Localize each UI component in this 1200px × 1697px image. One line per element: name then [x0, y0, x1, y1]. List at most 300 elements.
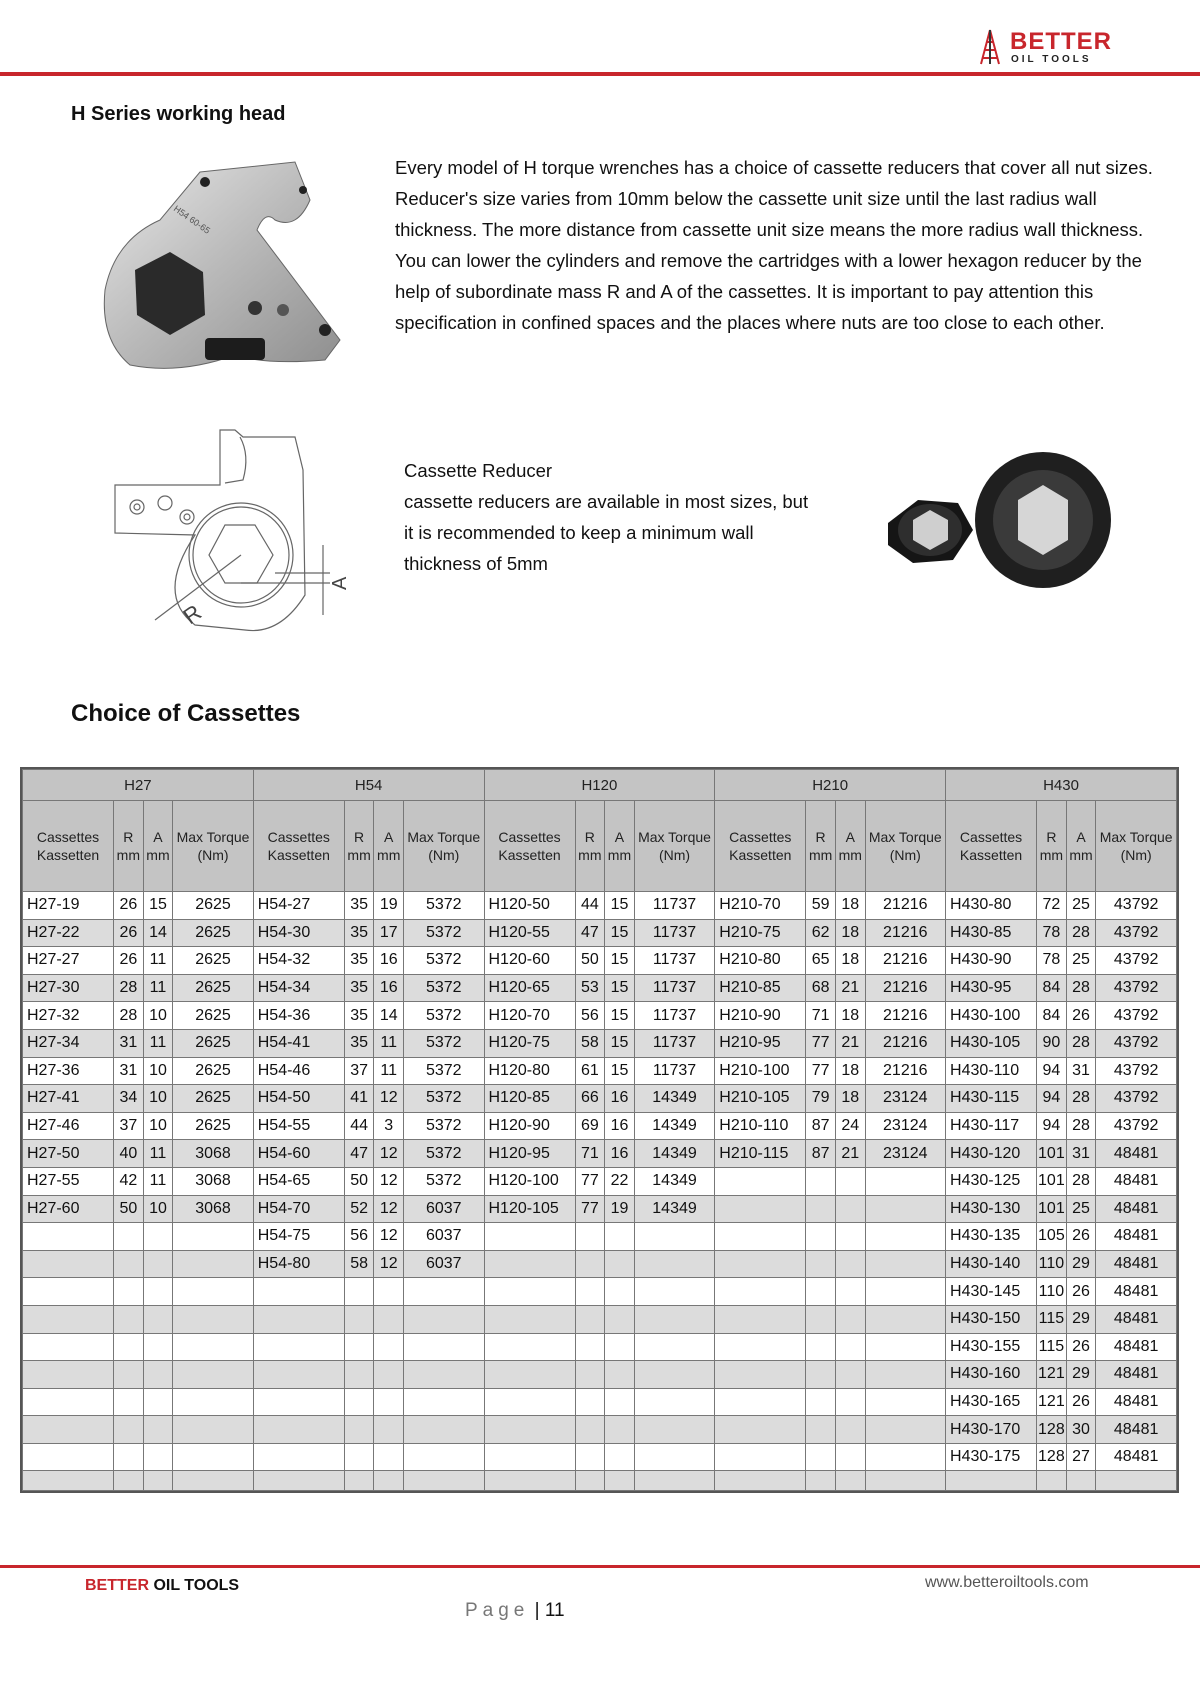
- table-cell: [173, 1361, 253, 1389]
- table-cell: 35: [344, 919, 374, 947]
- table-cell: 101: [1037, 1195, 1067, 1223]
- table-cell: [374, 1361, 404, 1389]
- table-cell: H210-75: [715, 919, 806, 947]
- table-cell: [114, 1361, 144, 1389]
- logo-text-sub: OIL TOOLS: [1011, 54, 1092, 65]
- table-cell: 2625: [173, 1057, 253, 1085]
- table-cell: 18: [835, 947, 865, 975]
- table-cell: [865, 1388, 945, 1416]
- table-cell: [484, 1223, 575, 1251]
- table-cell: 47: [344, 1140, 374, 1168]
- table-cell: [634, 1443, 714, 1471]
- table-cell: 2625: [173, 974, 253, 1002]
- table-cell: [806, 1333, 836, 1361]
- table-cell: [865, 1223, 945, 1251]
- table-row: [23, 1416, 1177, 1444]
- table-cell: 15: [605, 947, 635, 975]
- table-cell-empty: [173, 1471, 253, 1491]
- table-cell: H27-55: [23, 1167, 114, 1195]
- table-cell: [173, 1305, 253, 1333]
- table-cell: [374, 1443, 404, 1471]
- table-cell: 37: [344, 1057, 374, 1085]
- table-cell: [806, 1305, 836, 1333]
- table-cell: [23, 1416, 114, 1444]
- table-cell: 43792: [1096, 1112, 1177, 1140]
- table-cell: H54-34: [253, 974, 344, 1002]
- table-cell: 29: [1066, 1250, 1096, 1278]
- group-header: H120: [484, 770, 715, 801]
- table-cell: H430-160: [946, 1361, 1037, 1389]
- table-cell: 5372: [404, 892, 484, 920]
- table-row: [23, 1140, 1177, 1168]
- column-header-row: [23, 801, 1177, 892]
- table-cell: 11737: [634, 892, 714, 920]
- table-cell: H430-130: [946, 1195, 1037, 1223]
- table-cell: 11737: [634, 919, 714, 947]
- table-cell: [143, 1250, 173, 1278]
- table-cell: H430-110: [946, 1057, 1037, 1085]
- table-cell: 21216: [865, 1057, 945, 1085]
- table-cell: H430-105: [946, 1029, 1037, 1057]
- table-cell: H27-36: [23, 1057, 114, 1085]
- table-cell: [143, 1223, 173, 1251]
- column-header-r: R mm: [575, 801, 605, 892]
- table-cell: [605, 1388, 635, 1416]
- table-cell: [605, 1333, 635, 1361]
- table-cell: 10: [143, 1085, 173, 1113]
- table-cell: H27-27: [23, 947, 114, 975]
- table-cell-empty: [806, 1471, 836, 1491]
- column-header-r: R mm: [344, 801, 374, 892]
- table-cell: 43792: [1096, 892, 1177, 920]
- table-cell: 26: [114, 892, 144, 920]
- table-cell-empty: [1096, 1471, 1177, 1491]
- table-cell: 121: [1037, 1361, 1067, 1389]
- table-cell: 56: [575, 1002, 605, 1030]
- table-cell: [23, 1278, 114, 1306]
- table-cell: H430-175: [946, 1443, 1037, 1471]
- table-cell: 115: [1037, 1333, 1067, 1361]
- column-header-a: A mm: [835, 801, 865, 892]
- column-header-cassettes: Cassettes Kassetten: [253, 801, 344, 892]
- table-cell: [344, 1278, 374, 1306]
- table-cell: 15: [605, 1002, 635, 1030]
- table-cell: 18: [835, 892, 865, 920]
- table-cell: [865, 1361, 945, 1389]
- table-cell: [605, 1416, 635, 1444]
- table-cell: [173, 1416, 253, 1444]
- table-cell: 43792: [1096, 974, 1177, 1002]
- column-header-torque: Max Torque (Nm): [404, 801, 484, 892]
- table-cell: 26: [114, 947, 144, 975]
- cassette-reducer-image: [868, 445, 1138, 595]
- table-cell: H210-95: [715, 1029, 806, 1057]
- table-cell: 18: [835, 1002, 865, 1030]
- table-cell: H430-90: [946, 947, 1037, 975]
- table-cell: 48481: [1096, 1333, 1177, 1361]
- table-cell: 48481: [1096, 1140, 1177, 1168]
- table-cell: 50: [344, 1167, 374, 1195]
- table-cell: [806, 1195, 836, 1223]
- reducer-line-2: it is recommended to keep a minimum wall: [404, 522, 754, 543]
- table-cell: [865, 1250, 945, 1278]
- table-cell: H27-34: [23, 1029, 114, 1057]
- table-cell: [806, 1361, 836, 1389]
- table-cell: 52: [344, 1195, 374, 1223]
- table-cell: [634, 1305, 714, 1333]
- table-cell: 31: [1066, 1140, 1096, 1168]
- table-cell: [114, 1305, 144, 1333]
- table-cell: [715, 1333, 806, 1361]
- table-cell: [484, 1416, 575, 1444]
- table-cell: 12: [374, 1167, 404, 1195]
- table-cell: H210-115: [715, 1140, 806, 1168]
- footer-divider: [0, 1565, 1200, 1568]
- table-cell: [806, 1223, 836, 1251]
- table-cell: 5372: [404, 1140, 484, 1168]
- table-cell: 19: [605, 1195, 635, 1223]
- table-cell: [114, 1250, 144, 1278]
- table-cell: 2625: [173, 919, 253, 947]
- diagram-label-a: A: [329, 576, 351, 590]
- table-cell: H430-100: [946, 1002, 1037, 1030]
- table-cell: 43792: [1096, 1002, 1177, 1030]
- table-cell: 16: [605, 1085, 635, 1113]
- table-cell: 61: [575, 1057, 605, 1085]
- table-cell: H54-32: [253, 947, 344, 975]
- cassettes-grid: [22, 769, 1177, 1491]
- table-cell: 5372: [404, 1002, 484, 1030]
- table-cell: H120-65: [484, 974, 575, 1002]
- table-row: [23, 1388, 1177, 1416]
- table-cell: 110: [1037, 1278, 1067, 1306]
- table-cell: 14349: [634, 1167, 714, 1195]
- table-cell: [404, 1305, 484, 1333]
- table-cell: 50: [114, 1195, 144, 1223]
- table-cell: 101: [1037, 1140, 1067, 1168]
- table-cell: 94: [1037, 1085, 1067, 1113]
- table-cell: 11737: [634, 1002, 714, 1030]
- table-cell: 5372: [404, 1029, 484, 1057]
- table-cell: 48481: [1096, 1416, 1177, 1444]
- group-header: H210: [715, 770, 946, 801]
- table-cell: 28: [1066, 974, 1096, 1002]
- table-cell: 11: [374, 1029, 404, 1057]
- table-cell: [715, 1388, 806, 1416]
- table-cell: [173, 1250, 253, 1278]
- wrench-head-image: [85, 160, 375, 400]
- table-cell: H54-50: [253, 1085, 344, 1113]
- table-cell: [404, 1388, 484, 1416]
- table-cell: 28: [1066, 919, 1096, 947]
- table-cell: [806, 1167, 836, 1195]
- table-cell: 15: [605, 892, 635, 920]
- column-header-a: A mm: [143, 801, 173, 892]
- table-cell: [865, 1278, 945, 1306]
- table-cell: [253, 1416, 344, 1444]
- column-header-a: A mm: [605, 801, 635, 892]
- table-cell: [835, 1361, 865, 1389]
- table-cell: 43792: [1096, 1029, 1177, 1057]
- table-cell: [634, 1416, 714, 1444]
- table-cell: 16: [605, 1112, 635, 1140]
- table-cell: [634, 1250, 714, 1278]
- table-cell: 12: [374, 1140, 404, 1168]
- table-cell: 2625: [173, 947, 253, 975]
- table-cell: H210-100: [715, 1057, 806, 1085]
- table-cell: 78: [1037, 919, 1067, 947]
- table-cell: 56: [344, 1223, 374, 1251]
- table-cell: H54-75: [253, 1223, 344, 1251]
- table-cell-empty: [1066, 1471, 1096, 1491]
- table-cell: 62: [806, 919, 836, 947]
- table-cell: 11: [143, 1167, 173, 1195]
- table-cell: [143, 1416, 173, 1444]
- table-cell: [23, 1250, 114, 1278]
- table-row: [23, 1250, 1177, 1278]
- table-cell: 26: [1066, 1333, 1096, 1361]
- table-cell: [634, 1278, 714, 1306]
- table-row: [23, 892, 1177, 920]
- table-cell: H120-50: [484, 892, 575, 920]
- table-cell: 28: [114, 974, 144, 1002]
- table-cell: H120-85: [484, 1085, 575, 1113]
- table-cell: [484, 1250, 575, 1278]
- table-cell: 16: [374, 974, 404, 1002]
- table-row: [23, 1057, 1177, 1085]
- table-cell: [253, 1443, 344, 1471]
- table-cell: [865, 1195, 945, 1223]
- table-cell: H430-150: [946, 1305, 1037, 1333]
- table-cell: [575, 1416, 605, 1444]
- table-cell: H430-125: [946, 1167, 1037, 1195]
- table-cell: H210-110: [715, 1112, 806, 1140]
- table-cell: 42: [114, 1167, 144, 1195]
- table-cell: 25: [1066, 892, 1096, 920]
- table-cell: [806, 1278, 836, 1306]
- table-cell: [835, 1167, 865, 1195]
- table-cell: 22: [605, 1167, 635, 1195]
- table-cell: [114, 1443, 144, 1471]
- table-cell: 5372: [404, 919, 484, 947]
- table-cell: [835, 1195, 865, 1223]
- table-cell: [344, 1333, 374, 1361]
- table-cell: H54-60: [253, 1140, 344, 1168]
- table-cell: H54-41: [253, 1029, 344, 1057]
- table-cell: 5372: [404, 1057, 484, 1085]
- table-cell: 48481: [1096, 1250, 1177, 1278]
- reducer-line-1: cassette reducers are available in most sizes, but: [404, 491, 809, 512]
- table-cell: 28: [1066, 1112, 1096, 1140]
- table-cell: 66: [575, 1085, 605, 1113]
- table-cell: 115: [1037, 1305, 1067, 1333]
- table-cell: [344, 1305, 374, 1333]
- table-cell: [143, 1278, 173, 1306]
- table-cell: 84: [1037, 1002, 1067, 1030]
- table-cell: [143, 1443, 173, 1471]
- table-cell: H430-140: [946, 1250, 1037, 1278]
- table-row: [23, 1167, 1177, 1195]
- table-cell-empty: [253, 1471, 344, 1491]
- column-header-a: A mm: [374, 801, 404, 892]
- table-cell: 6037: [404, 1195, 484, 1223]
- table-cell: 10: [143, 1112, 173, 1140]
- table-cell: 35: [344, 1029, 374, 1057]
- group-header: H54: [253, 770, 484, 801]
- table-cell: 26: [1066, 1002, 1096, 1030]
- table-cell: [575, 1305, 605, 1333]
- table-cell: 26: [114, 919, 144, 947]
- table-cell: [143, 1333, 173, 1361]
- table-cell: [484, 1443, 575, 1471]
- table-cell: [865, 1416, 945, 1444]
- table-cell: [715, 1223, 806, 1251]
- table-cell: 11737: [634, 947, 714, 975]
- table-cell: 14349: [634, 1112, 714, 1140]
- table-cell: H210-105: [715, 1085, 806, 1113]
- table-cell: 12: [374, 1223, 404, 1251]
- table-cell: H430-170: [946, 1416, 1037, 1444]
- table-cell: [23, 1305, 114, 1333]
- table-cell: [143, 1388, 173, 1416]
- table-cell: H210-70: [715, 892, 806, 920]
- table-cell: 29: [1066, 1305, 1096, 1333]
- column-header-torque: Max Torque (Nm): [173, 801, 253, 892]
- table-cell: 44: [344, 1112, 374, 1140]
- table-cell: [114, 1278, 144, 1306]
- table-cell: 28: [1066, 1085, 1096, 1113]
- company-logo: [975, 28, 1115, 68]
- table-cell: [715, 1278, 806, 1306]
- table-title: Choice of Cassettes: [71, 700, 301, 727]
- table-cell: [23, 1333, 114, 1361]
- table-cell: 35: [344, 974, 374, 1002]
- table-cell: [404, 1333, 484, 1361]
- table-cell: 25: [1066, 947, 1096, 975]
- table-cell: 26: [1066, 1278, 1096, 1306]
- table-cell: 21216: [865, 1002, 945, 1030]
- column-header-torque: Max Torque (Nm): [865, 801, 945, 892]
- table-cell: [484, 1388, 575, 1416]
- table-cell: 30: [1066, 1416, 1096, 1444]
- table-cell: 35: [344, 1002, 374, 1030]
- table-cell: 11737: [634, 974, 714, 1002]
- table-row: [23, 947, 1177, 975]
- table-cell: 101: [1037, 1167, 1067, 1195]
- table-cell: 11: [143, 974, 173, 1002]
- table-cell: H210-90: [715, 1002, 806, 1030]
- table-cell: 12: [374, 1085, 404, 1113]
- table-cell: 48481: [1096, 1388, 1177, 1416]
- table-cell: 53: [575, 974, 605, 1002]
- column-header-torque: Max Torque (Nm): [1096, 801, 1177, 892]
- paragraph-text: Every model of H torque wrenches has a choice of cassette reducers that cover all nut sizes. Reducer's size varies from 10mm below the cassette unit size until the last radius wall thickness. The more distance from cassette unit size means the more radius wall thickness. You can lower the cylinders and remove the cartridges with a lower hexagon reducer by the help of subordinate mass R and A of the cassettes. It is important to pay attention this specification in confined spaces and the places where nuts are too close to each other.: [395, 157, 1153, 333]
- table-cell: 43792: [1096, 1085, 1177, 1113]
- table-cell: [715, 1443, 806, 1471]
- table-cell: [634, 1223, 714, 1251]
- table-cell: [835, 1223, 865, 1251]
- table-cell: H210-80: [715, 947, 806, 975]
- table-cell: 31: [114, 1029, 144, 1057]
- table-cell: H54-36: [253, 1002, 344, 1030]
- table-cell: 5372: [404, 974, 484, 1002]
- table-cell: [835, 1278, 865, 1306]
- table-cell: 77: [575, 1167, 605, 1195]
- table-cell: [715, 1250, 806, 1278]
- diagram-label-r: R: [178, 599, 206, 630]
- table-cell: H120-105: [484, 1195, 575, 1223]
- table-cell: 21216: [865, 1029, 945, 1057]
- table-cell: 105: [1037, 1223, 1067, 1251]
- table-cell: 26: [1066, 1223, 1096, 1251]
- table-cell: H120-90: [484, 1112, 575, 1140]
- table-cell: H430-135: [946, 1223, 1037, 1251]
- column-header-r: R mm: [114, 801, 144, 892]
- table-cell: 5372: [404, 1112, 484, 1140]
- table-cell: H120-60: [484, 947, 575, 975]
- table-cell: [484, 1278, 575, 1306]
- table-row: [23, 1195, 1177, 1223]
- description-paragraph: [395, 152, 1155, 338]
- table-cell: 2625: [173, 1029, 253, 1057]
- table-row: [23, 1002, 1177, 1030]
- table-cell: 65: [806, 947, 836, 975]
- column-header-cassettes: Cassettes Kassetten: [715, 801, 806, 892]
- page-label: Page: [465, 1600, 530, 1621]
- table-cell-empty: [605, 1471, 635, 1491]
- table-cell: 43792: [1096, 1057, 1177, 1085]
- table-cell: [253, 1278, 344, 1306]
- table-cell: 12: [374, 1195, 404, 1223]
- table-cell: [865, 1167, 945, 1195]
- table-cell: 31: [1066, 1057, 1096, 1085]
- footer-url: www.betteroiltools.com: [925, 1574, 1089, 1591]
- table-cell: [404, 1443, 484, 1471]
- table-cell: H430-115: [946, 1085, 1037, 1113]
- table-cell: 35: [344, 892, 374, 920]
- table-cell: [253, 1361, 344, 1389]
- table-cell: 3: [374, 1112, 404, 1140]
- table-cell-empty: [835, 1471, 865, 1491]
- table-cell-empty: [404, 1471, 484, 1491]
- table-cell-empty: [575, 1471, 605, 1491]
- table-cell: [23, 1223, 114, 1251]
- table-cell: 48481: [1096, 1443, 1177, 1471]
- table-cell: [605, 1361, 635, 1389]
- table-cell: 21: [835, 1029, 865, 1057]
- table-cell: [806, 1388, 836, 1416]
- table-cell: 14: [374, 1002, 404, 1030]
- table-cell: 2625: [173, 1002, 253, 1030]
- page-number: [465, 1600, 565, 1622]
- table-cell: H27-19: [23, 892, 114, 920]
- table-cell: 11: [143, 1029, 173, 1057]
- table-cell: 94: [1037, 1057, 1067, 1085]
- table-cell: 128: [1037, 1416, 1067, 1444]
- table-cell: [484, 1333, 575, 1361]
- table-cell: [374, 1416, 404, 1444]
- table-cell: H27-60: [23, 1195, 114, 1223]
- table-cell: 28: [1066, 1029, 1096, 1057]
- table-cell: 43792: [1096, 919, 1177, 947]
- logo-text-main: BETTER: [1010, 28, 1112, 55]
- group-header: H430: [946, 770, 1177, 801]
- table-cell: [143, 1305, 173, 1333]
- table-row: [23, 1112, 1177, 1140]
- table-cell: 26: [1066, 1388, 1096, 1416]
- table-cell: 11737: [634, 1057, 714, 1085]
- table-cell: 87: [806, 1112, 836, 1140]
